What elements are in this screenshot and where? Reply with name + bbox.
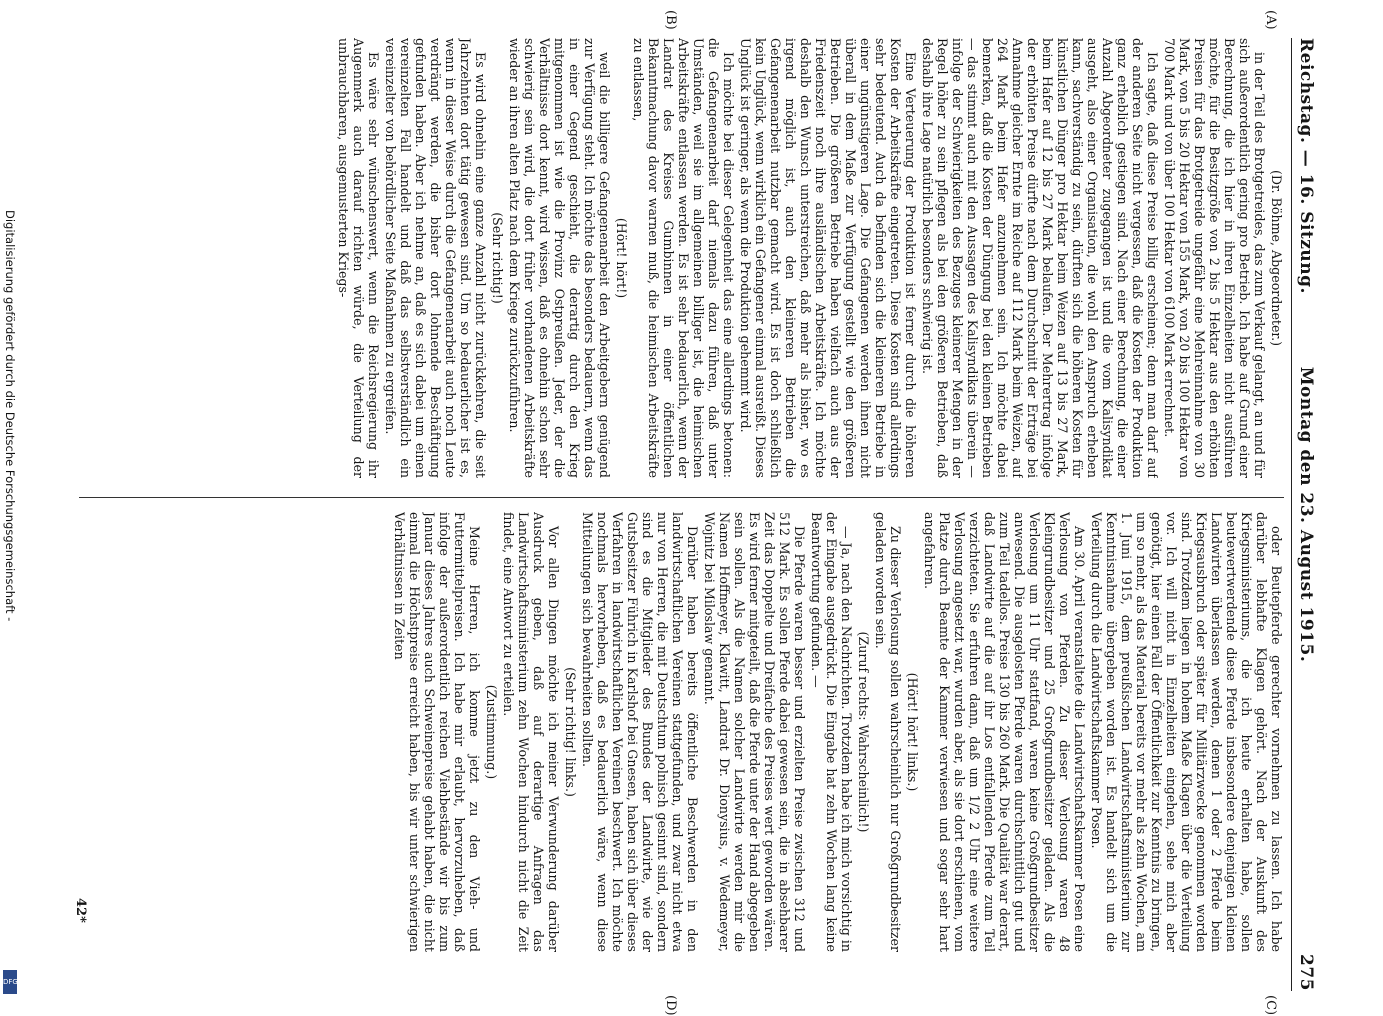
right_col-paragraph: Zu dieser Verlosung sollen wahrscheinlich nur Großgrundbesitzer geladen worden sein. [873,512,903,952]
left_col-paragraph: Ich sagte, daß diese Preise billig erscheinen; denn man darf auf der anderen Seite nicht vergessen, daß die Kosten der Produktion ganz erheblich gestiegen sind. Nach einer Berechnung, die einer Anzahl Abgeordneter zugegangen ist und die vom Kalisyndikat ausgeht, also einer Organisation, die wohl den Anspruch erheben kann, sachverständig zu sein, dürften sich die höheren Kosten für künstlichen Dünger pro Hektar beim Weizen auf 13 bis 27 Mark, beim Hafer auf 12 bis 27 Mark belaufen. Der Mehrertrag infolge der erhöhten Preise dürfte nach dem Durchschnitt der Erträge bei Annahme gleicher Ernte im Reiche auf 112 Mark beim Weizen, auf 264 Mark beim Hafer anzunehmen sein. Ich möchte dabei bemerken, daß die Kosten der Düngung bei den kleinen Betrieben — das stimmt auch mit den Aussagen des Kalisyndikats überein — infolge der Schwierigkeiten des Bezuges kleinerer Mengen in der Regel höher zu sein pflegen als bei den größeren Betrieben, daß deshalb ihre Lage natürlich besonders schwierig ist. [920,38,1160,478]
footer-signature: 42* [73,898,88,923]
left-column [79,38,1284,478]
right_col-paragraph: — Ja, nach den Nachrichten. Trotzdem habe ich mich vorsichtig in der Eingabe ausgedrückt. Die Eingabe hat zehn Wochen lang keine Beantwortung gefunden. — [809,512,854,952]
header-title: Reichstag. — 16. Sitzung. [1296,38,1316,294]
right_col-paragraph: (Zustimmung.) [484,684,499,780]
page-number: 275 [1296,954,1316,991]
page-header [1291,38,1318,991]
margin-marker-d: (D) [663,995,678,1016]
right_col-paragraph: Die Pferde waren besser und erzielten Preise zwischen 312 und 512 Mark. Es sollen Pferde dabei gewesen sein, die in absehbarer Zeit das Doppelte und Dreifache des Preises wert geworden wären. Es wird ferner mitgeteilt, daß die Pferde unter der Hand abgegeben sein sollen. Als die Namen solcher Landwirte werden mir die Namen Hoffmeyer, Klawitt, Landrat Dr. Dionysius, v. Wedemeyer, Wojnitz bei Miloslaw genannt. [702,512,807,952]
right_col-paragraph: oder Beutepferde gerechter vornehmen zu lassen. Ich habe darüber lebhafte Klagen gehört. Nach der Auskunft des Kriegsministeriums, die ich heute erhalten habe, sollen beutewertwerdende diese Pferde insbesondere denjenigen kleinen Landwirten überlassen werden, denen 1 oder 2 Pferde beim Kriegsausbruch oder später für Militärzwecke genommen worden sind. Trotzdem liegen in hohem Maße Klagen über die Verteilung vor. Ich will nicht in Einzelheiten eingehen, sehe mich aber genötigt, hier einen Fall der Öffentlichkeit zur Kenntnis zu bringen, um so mehr, als das Material bereits vor mehr als zehn Wochen, am 1. Juni 1915, dem preußischen Landwirtschaftsministerium zur Kenntnisnahme übergeben worden ist. Es handelt sich um die Verteilung durch die Landwirtschaftskammer Posen. [1089,512,1284,952]
left_col-paragraph: weil die billigere Gefangenenarbeit den Arbeitgebern genügend zur Verfügung steht. Ich möchte das besonders bedauern, wenn das in einer Gegend geschieht, die derartig durch den Krieg mitgenommen ist wie die Provinz Ostpreußen. Jeder, der die Verhältnisse dort kennt, wird wissen, daß es ohnehin schon sehr schwierig sein wird, die dort früher vorhandenen Arbeitskräfte wieder an ihren alten Platz nach dem Kriege zurückzuführen. [507,38,612,478]
left_col-paragraph: Eine Verteuerung der Produktion ist ferner durch die höheren Kosten der Arbeitskräfte eingetreten. Diese Kosten sind allerdings sehr bedeutend. Auch da befinden sich die kleineren Betriebe in einer ungünstigeren Lage. Die Gefangenen werden ihnen nicht überall in dem Maße zur Verfügung gestellt wie den größeren Betrieben. Die größeren Betriebe haben vielfach auch aus der Friedenszeit noch ihre ausländischen Arbeitskräfte. Ich möchte deshalb den Wunsch unterstreichen, daß mehr als bisher, wo es irgend möglich ist, auch den kleineren Betrieben die Gefangenenarbeit nutzbar gemacht wird. Es ist doch schließlich kein Unglück, wenn wirklich ein Gefangener einmal ausreißt. Dieses Unglück ist geringer, als wenn die Produktion gehemmt wird. [738,38,918,478]
right_col-paragraph: Vor allen Dingen möchte ich meiner Verwunderung darüber Ausdruck geben, daß auf derartige Anfragen das Landwirtschaftsministerium zehn Wochen hindurch nicht die Zeit findet, eine Antwort zu erteilen. [501,512,561,952]
right_col-paragraph: Am 30. April veranstaltete die Landwirtschaftskammer Posen eine Verlosung von Pferden. Zu dieser Verlosung waren 48 Kleingrundbesitzer und 25 Großgrundbesitzer geladen. Als die Verlosung um 11 Uhr stattfand, waren keine Großgrundbesitzer anwesend. Die ausgelosten Pferde waren durchschnittlich gut und zum Teil tadellos. Preise 130 bis 260 Mark. Die Qualität war derart, daß Landwirte auf die auf ihr Los entfallenden Pferde zum Teil verzichteten. Sie erfuhren dann, daß um 1/2 2 Uhr eine weitere Verlosung angesetzt war, wurden aber, als sie dort erschienen, vom Platze durch Beamte der Kammer verwiesen und sogar sehr hart angefahren. [922,512,1087,952]
dfg-logo: DFG [3,970,17,994]
left-column-text [336,38,1267,478]
header-date: Montag den 23. August 1915. [1296,366,1316,663]
funding-note: Digitalisierung gefördert durch die Deutsche Forschungsgemeinschaft - [3,210,17,622]
rotated-page-content [73,10,1318,1016]
right_col-paragraph: Darüber haben bereits öffentliche Beschwerden in den landwirtschaftlichen Vereinen stattgefunden, und zwar nicht etwa nur von Herren, die mit Deutschtum polnisch gesinnt sind, sondern sind es die Mitglieder des Bundes der Landwirte, wie der Gutsbesitzer Führich in Karlshof bei Gnesen, haben sich über dieses Verfahren in landwirtschaftlichen Vereinen beschwert. Ich möchte nochmals hervorheben, daß es bedauerlich wäre, wenn diese Mitteilungen sich bewahrheiten sollten. [580,512,700,952]
right-column-text [392,512,1284,952]
margin-marker-a: (A) [1263,10,1278,30]
left_col-paragraph: (Sehr richtig!) [490,212,505,304]
right-column [79,512,1284,952]
right_col-paragraph: Meine Herren, ich komme jetzt zu den Vieh- und Futtermittelpreisen. Ich habe mir erlaubt, hervorzuheben, daß infolge der außerordentlich reichen Viehbestände wir bis zum Januar dieses Jahres auch Schweinepreise gehabt haben, die nicht einmal die Höchstpreise erreicht haben, bis wir unter schwierigen Verhältnissen in Zeiten [392,512,482,952]
left_col-paragraph: Ich möchte bei dieser Gelegenheit das eine allerdings betonen: die Gefangenenarbeit darf niemals dazu führen, daß unter Umständen, weil sie im allgemeinen billiger ist, die heimischen Arbeitskräfte entlassen werden. Es ist sehr bedauerlich, wenn der Landrat des Kreises Gumbinnen in einer öffentlichen Bekanntmachung davor warnen muß, die heimischen Arbeitskräfte zu entlassen, [631,38,736,478]
margin-marker-b: (B) [663,10,678,30]
column-divider [79,497,1284,498]
left_col-paragraph: Es wäre sehr wünschenswert, wenn die Reichsregierung ihr Augenmerk auch darauf richten würde, die Verteilung der unbrauchbaren, ausgemusterten Kriegs- [336,38,381,478]
digitization-sidebar [2,170,20,1000]
right_col-paragraph: (Sehr richtig! links.) [563,667,578,797]
right_col-paragraph: (Hört! hört! links.) [905,672,920,792]
margin-marker-c: (C) [1263,995,1278,1016]
left_col-paragraph: Es wird ohnehin eine ganze Anzahl nicht zurückkehren, die seit Jahrzehnten dort tätig gewesen sind. Um so bedauerlicher ist es, wenn in dieser Weise durch die Gefangenenarbeit auch noch Leute verdrängt werden, die bisher dort lohnende Beschäftigung gefunden haben. Aber ich nehme an, daß es sich dabei um einen vereinzelten Fall handelt und daß das selbstverständlich ein vereinzelter von behördlicher Seite Maßnahmen zu ergreifen. [383,38,488,478]
right_col-paragraph: (Zuruf rechts: Wahrscheinlich!) [856,631,871,833]
left_col-paragraph: (Hört! hört!) [614,217,629,299]
left_col-paragraph: in der Teil des Brotgetreides, das zum Verkauf gelangt, an und für sich außerordentlich gering pro Betrieb. Ich habe auf Grund einer Berechnung, die ich hier in ihren Einzelheiten nicht ausführen möchte, für die Besitzgröße von 2 bis 5 Hektar aus den erhöhten Preisen für das Brotgetreide ungefähr eine Mehreinnahme von 30 Mark, von 5 bis 20 Hektar von 155 Mark, von 20 bis 100 Hektar von 700 Mark und von über 100 Hektar von 6100 Mark errechnet. [1162,38,1267,478]
speaker-label: (Dr. Böhme, Abgeordneter.) [1269,170,1284,346]
